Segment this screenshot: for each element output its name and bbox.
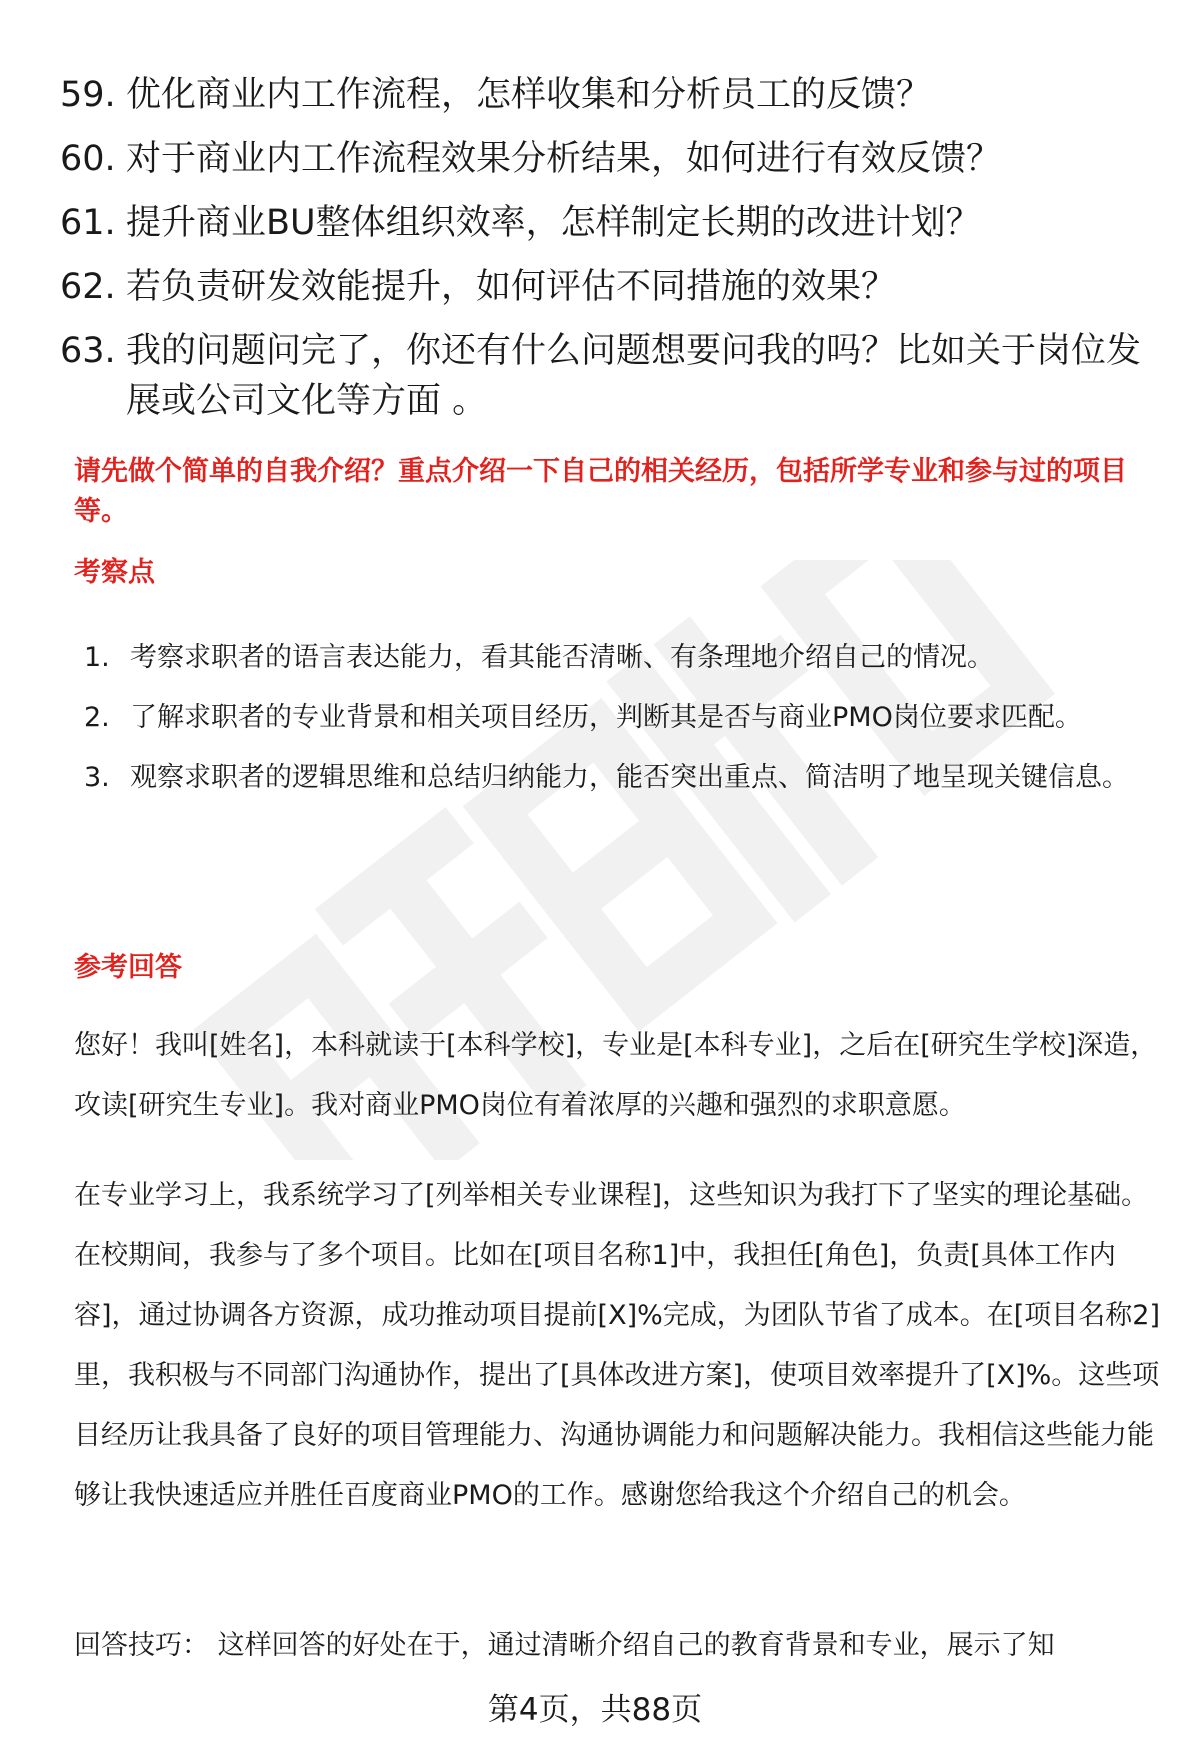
question-number: 61.	[60, 203, 116, 243]
question-number: 62.	[60, 267, 116, 307]
point-text: 考察求职者的语言表达能力，看其能否清晰、有条理地介绍自己的情况。	[130, 642, 994, 673]
question-text: 提升商业BU整体组织效率，怎样制定长期的改进计划？	[126, 203, 981, 243]
question-item	[60, 198, 1150, 248]
question-list	[60, 70, 1150, 440]
question-item	[60, 326, 1150, 426]
question-item	[60, 134, 1150, 184]
question-number: 60.	[60, 139, 116, 179]
answer-tip-paragraph: 回答技巧： 这样回答的好处在于，通过清晰介绍自己的教育背景和专业，展示了知	[74, 1630, 1055, 1661]
question-item	[60, 70, 1150, 120]
point-number: 3.	[84, 762, 110, 793]
reference-answer-label: 参考回答	[74, 952, 182, 983]
question-number: 59.	[60, 75, 116, 115]
answer-paragraph: 您好！我叫[姓名]，本科就读于[本科学校]，专业是[本科专业]，之后在[研究生学校]深造，攻读[研究生专业]。我对商业PMO岗位有着浓厚的兴趣和强烈的求职意愿。	[74, 1030, 1158, 1121]
answer-paragraph: 在专业学习上，我系统学习了[列举相关专业课程]，这些知识为我打下了坚实的理论基础。在校期间，我参与了多个项目。比如在[项目名称1]中，我担任[角色]，负责[具体工作内容]，通过协调各方资源，成功推动项目提前[X]%完成，为团队节省了成本。在[项目名称2]里，我积极与不同部门沟通协作，提出了[具体改进方案]，使项目效率提升了[X]%。这些项目经历让我具备了良好的项目管理能力、沟通协调能力和问题解决能力。我相信这些能力能够让我快速适应并胜任百度商业PMO的工作。感谢您给我这个介绍自己的机会。	[74, 1180, 1160, 1511]
point-text: 观察求职者的逻辑思维和总结归纳能力，能否突出重点、简洁明了地呈现关键信息。	[130, 762, 1129, 793]
point-number: 2.	[84, 702, 110, 733]
question-text: 若负责研发效能提升，如何评估不同措施的效果？	[126, 267, 897, 307]
assessment-points-list	[84, 628, 1164, 808]
point-text: 了解求职者的专业背景和相关项目经历，判断其是否与商业PMO岗位要求匹配。	[130, 702, 1082, 733]
assessment-point	[84, 748, 1164, 808]
question-number: 63.	[60, 331, 116, 371]
featured-question-heading: 请先做个简单的自我介绍？重点介绍一下自己的相关经历，包括所学专业和参与过的项目等。	[74, 456, 1127, 527]
question-text: 优化商业内工作流程，怎样收集和分析员工的反馈？	[126, 75, 932, 115]
assessment-point	[84, 628, 1164, 688]
question-text: 我的问题问完了，你还有什么问题想要问我的吗？比如关于岗位发展或公司文化等方面 。	[126, 331, 1142, 421]
assessment-label: 考察点	[74, 557, 155, 588]
point-number: 1.	[84, 642, 110, 673]
question-item	[60, 262, 1150, 312]
page-number-footer: 第4页，共88页	[487, 1692, 703, 1728]
question-text: 对于商业内工作流程效果分析结果，如何进行有效反馈？	[126, 139, 1002, 179]
assessment-point	[84, 688, 1164, 748]
